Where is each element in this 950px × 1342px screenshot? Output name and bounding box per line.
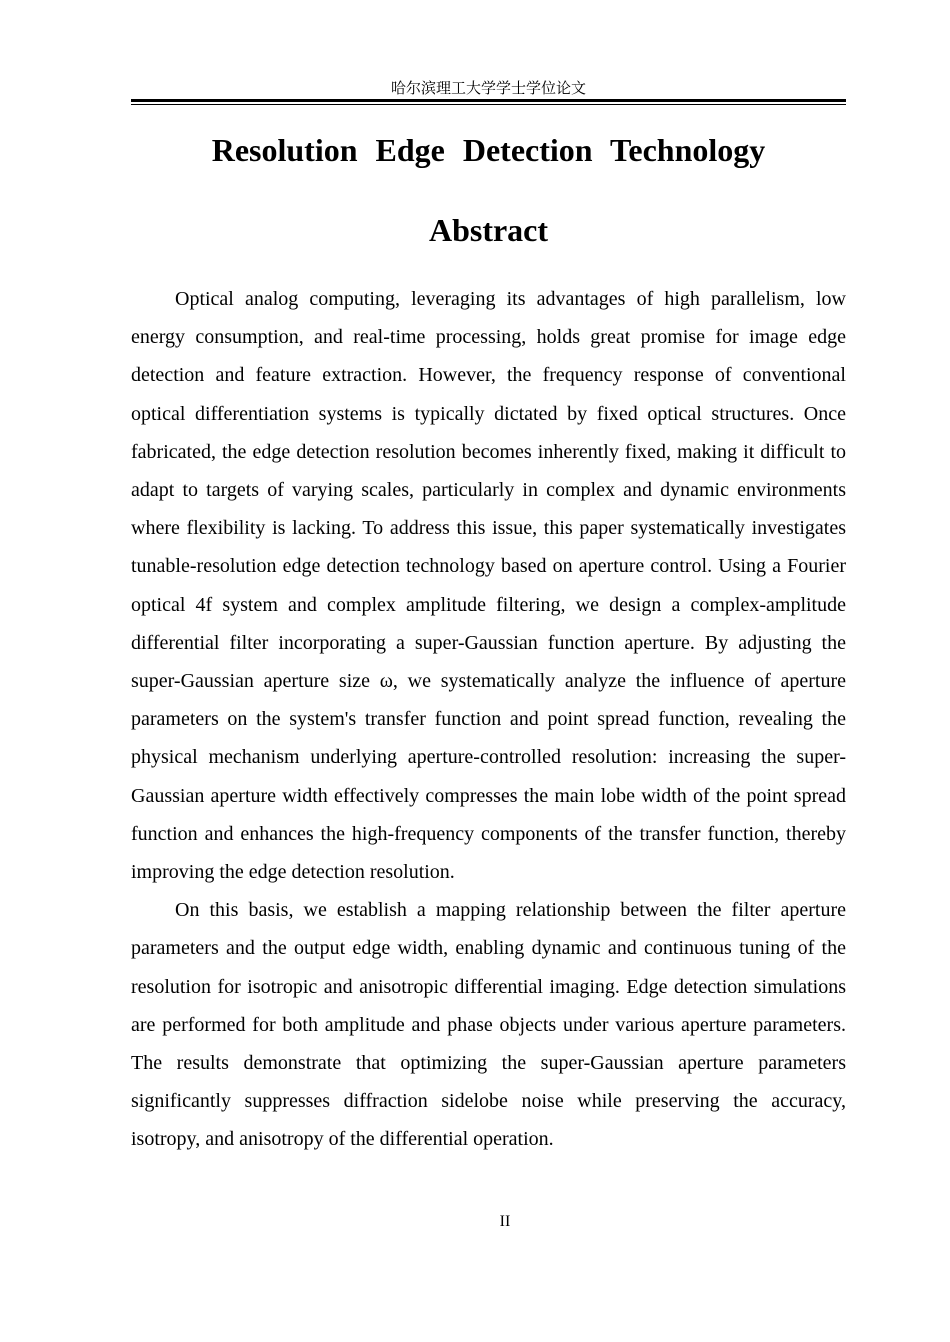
header-rule-thin xyxy=(131,104,846,105)
abstract-paragraph-2: On this basis, we establish a mapping relationship between the filter aperture parameters and the output edge width, enabling dynamic and continuous tuning of the resolution for isotropic and anisotropic differential imaging. Edge detection simulations are performed for both amplitude and phase objects under various aperture parameters. The results demonstrate that optimizing the super-Gaussian aperture parameters significantly suppresses diffraction sidelobe noise while preserving the accuracy, isotropy, and anisotropy of the differential operation. xyxy=(131,899,846,1151)
document-title: Resolution Edge Detection Technology xyxy=(211,132,766,168)
header-rule-thick xyxy=(131,99,846,102)
abstract-heading: Abstract xyxy=(428,212,549,248)
abstract-body xyxy=(131,280,846,1159)
running-header: 哈尔滨理工大学学士学位论文 xyxy=(390,79,586,97)
page-number: II xyxy=(499,1213,511,1230)
abstract-paragraph-1: Optical analog computing, leveraging its advantages of high parallelism, low energy consumption, and real-time processing, holds great promise for image edge detection and feature extraction. However, the frequency response of conventional optical differentiation systems is typically dictated by fixed optical structures. Once fabricated, the edge detection resolution becomes inherently fixed, making it difficult to adapt to targets of varying scales, particularly in complex and dynamic environments where flexibility is lacking. To address this issue, this paper systematically investigates tunable-resolution edge detection technology based on aperture control. Using a Fourier optical 4f system and complex amplitude filtering, we design a complex-amplitude differential filter incorporating a super-Gaussian function aperture. By adjusting the super-Gaussian aperture size ω, we systematically analyze the influence of aperture parameters on the system's transfer function and point spread function, revealing the physical mechanism underlying aperture-controlled resolution: increasing the super-Gaussian aperture width effectively compresses the main lobe width of the point spread function and enhances the high-frequency components of the transfer function, thereby improving the edge detection resolution. xyxy=(131,288,846,884)
